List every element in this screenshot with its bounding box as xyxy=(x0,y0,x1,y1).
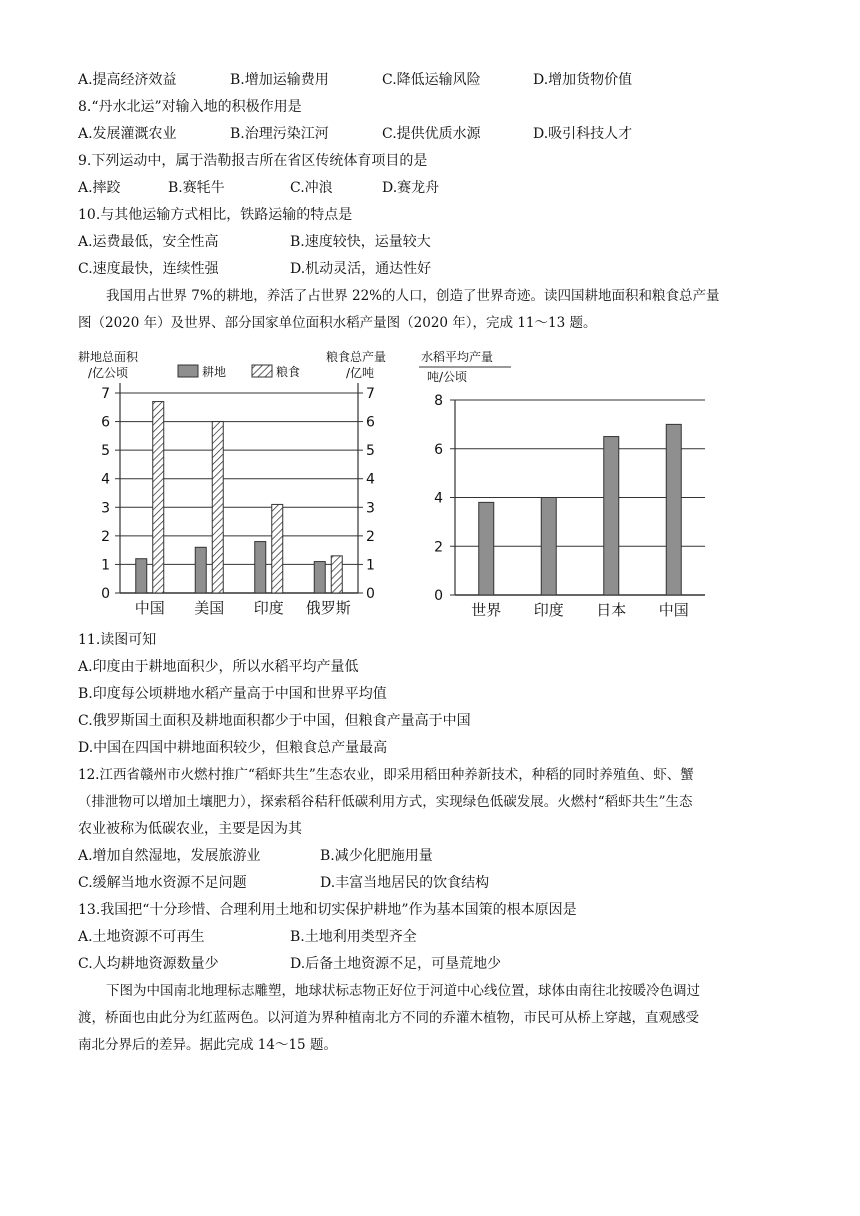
bar-rice-yield xyxy=(479,502,494,595)
q12-stem-line2: （排泄物可以增加土壤肥力），探索稻谷秸秆低碳利用方式，实现绿色低碳发展。火燃村“稻虾共生”生态 xyxy=(78,794,693,810)
q7-option-d: D.增加货物价值 xyxy=(533,72,633,88)
chart2-ylabel-line2: 吨/公顷 xyxy=(427,370,468,384)
q10-option-b: B.速度较快，运量较大 xyxy=(290,234,431,250)
intro2-line3: 南北分界后的差异。据此完成 14～15 题。 xyxy=(78,1037,337,1053)
right-tick-label: 2 xyxy=(366,528,375,545)
q11-option-b: B.印度每公顷耕地水稻产量高于中国和世界平均值 xyxy=(78,686,387,702)
q12-stem-line1: 12.江西省赣州市火燃村推广“稻虾共生”生态农业，即采用稻田种养新技术，种稻的同时养殖鱼、虾、蟹 xyxy=(78,767,694,783)
bar-rice-yield xyxy=(604,437,619,595)
right-tick-label: 3 xyxy=(366,500,375,517)
left-tick-label: 3 xyxy=(101,500,110,517)
q12-option-d: D.丰富当地居民的饮食结构 xyxy=(320,875,490,891)
category-label: 俄罗斯 xyxy=(305,599,351,617)
right-tick-label: 6 xyxy=(366,414,375,431)
chart2-ylabel-line1: 水稻平均产量 xyxy=(421,350,494,364)
q12-option-b: B.减少化肥施用量 xyxy=(320,848,433,864)
bar-farmland xyxy=(255,542,266,593)
chart1-ylabel-right-line1: 粮食总产量 xyxy=(326,350,387,364)
tick-label: 4 xyxy=(434,490,443,507)
q13-option-a: A.土地资源不可再生 xyxy=(78,929,205,945)
left-tick-label: 5 xyxy=(101,443,110,460)
q10-stem: 10.与其他运输方式相比，铁路运输的特点是 xyxy=(78,207,353,223)
bar-farmland xyxy=(195,547,206,593)
left-tick-label: 1 xyxy=(101,557,110,574)
q9-option-c: C.冲浪 xyxy=(290,180,333,196)
tick-label: 8 xyxy=(434,393,443,409)
left-tick-label: 2 xyxy=(101,528,110,545)
left-tick-label: 0 xyxy=(101,586,110,602)
right-tick-label: 0 xyxy=(366,586,375,602)
q8-option-c: C.提供优质水源 xyxy=(382,126,481,142)
category-label: 印度 xyxy=(533,601,564,619)
q13-stem: 13.我国把“十分珍惜、合理利用土地和切实保护耕地”作为基本国策的根本原因是 xyxy=(78,902,577,918)
bar-grain xyxy=(153,402,164,593)
intro1-line1: 我国用占世界 7%的耕地，养活了占世界 22%的人口，创造了世界奇迹。读四国耕地面积和粮食总产量 xyxy=(106,288,720,304)
q8-option-b: B.治理污染江河 xyxy=(230,126,329,142)
category-label: 印度 xyxy=(253,599,284,617)
bar-grain xyxy=(272,504,283,593)
q8-stem: 8.“丹水北运”对输入地的积极作用是 xyxy=(78,99,302,115)
bar-grain xyxy=(212,422,223,593)
intro1-line2: 图（2020 年）及世界、部分国家单位面积水稻产量图（2020 年），完成 11～13 题。 xyxy=(78,315,597,331)
q11-stem: 11.读图可知 xyxy=(78,632,157,648)
tick-label: 2 xyxy=(434,539,443,556)
q13-option-b: B.土地利用类型齐全 xyxy=(290,929,417,945)
rice-yield-chart xyxy=(415,345,715,620)
q13-option-d: D.后备土地资源不足，可垦荒地少 xyxy=(290,956,502,972)
left-tick-label: 4 xyxy=(101,471,110,488)
chart1-ylabel-right-line2: /亿吨 xyxy=(346,366,375,380)
category-label: 中国 xyxy=(134,599,165,617)
q7-option-a: A.提高经济效益 xyxy=(78,72,177,88)
category-label: 中国 xyxy=(658,601,689,619)
q11-option-a: A.印度由于耕地面积少，所以水稻平均产量低 xyxy=(78,659,359,675)
q9-option-b: B.赛牦牛 xyxy=(168,180,225,196)
bar-grain xyxy=(331,556,342,593)
q10-option-d: D.机动灵活，通达性好 xyxy=(290,261,432,277)
q8-option-d: D.吸引科技人才 xyxy=(533,126,633,142)
bar-rice-yield xyxy=(666,424,681,595)
intro2-line2: 渡，桥面也由此分为红蓝两色。以河道为界种植南北方不同的乔灌木植物，市民可从桥上穿越，直观感受 xyxy=(78,1010,699,1026)
right-tick-label: 5 xyxy=(366,443,375,460)
q9-stem: 9.下列运动中，属于浩勒报吉所在省区传统体育项目的是 xyxy=(78,153,428,169)
chart1-ylabel-left-line2: /亿公顷 xyxy=(88,366,129,380)
bar-farmland xyxy=(136,559,147,593)
legend-grain-label: 粮食 xyxy=(276,365,301,379)
q10-option-a: A.运费最低，安全性高 xyxy=(78,234,219,250)
category-label: 世界 xyxy=(471,601,502,619)
legend-farmland-swatch xyxy=(178,365,198,377)
intro2-line1: 下图为中国南北地理标志雕塑，地球状标志物正好位于河道中心线位置，球体由南往北按暖冷色调过 xyxy=(106,983,700,999)
right-tick-label: 4 xyxy=(366,471,375,488)
q12-option-a: A.增加自然湿地，发展旅游业 xyxy=(78,848,261,864)
category-label: 日本 xyxy=(596,601,627,619)
farmland-grain-chart xyxy=(70,345,410,620)
q7-option-c: C.降低运输风险 xyxy=(382,72,481,88)
q8-option-a: A.发展灌溉农业 xyxy=(78,126,177,142)
left-tick-label: 6 xyxy=(101,414,110,431)
left-tick-label: 7 xyxy=(101,386,110,402)
bar-farmland xyxy=(314,562,325,593)
legend-farmland-label: 耕地 xyxy=(202,365,227,379)
category-label: 美国 xyxy=(194,599,225,617)
q11-option-d: D.中国在四国中耕地面积较少，但粮食总产量最高 xyxy=(78,740,388,756)
chart1-ylabel-left-line1: 耕地总面积 xyxy=(78,350,139,364)
q7-option-b: B.增加运输费用 xyxy=(230,72,329,88)
legend-grain-swatch xyxy=(252,365,272,377)
q12-stem-line3: 农业被称为低碳农业，主要是因为其 xyxy=(78,821,302,837)
tick-label: 0 xyxy=(434,588,443,604)
q9-option-a: A.摔跤 xyxy=(78,180,121,196)
tick-label: 6 xyxy=(434,441,443,458)
q13-option-c: C.人均耕地资源数量少 xyxy=(78,956,219,972)
bar-rice-yield xyxy=(541,498,556,596)
right-tick-label: 7 xyxy=(366,386,375,402)
q11-option-c: C.俄罗斯国土面积及耕地面积都少于中国，但粮食产量高于中国 xyxy=(78,713,471,729)
q12-option-c: C.缓解当地水资源不足问题 xyxy=(78,875,247,891)
right-tick-label: 1 xyxy=(366,557,375,574)
q9-option-d: D.赛龙舟 xyxy=(382,180,440,196)
q10-option-c: C.速度最快，连续性强 xyxy=(78,261,219,277)
